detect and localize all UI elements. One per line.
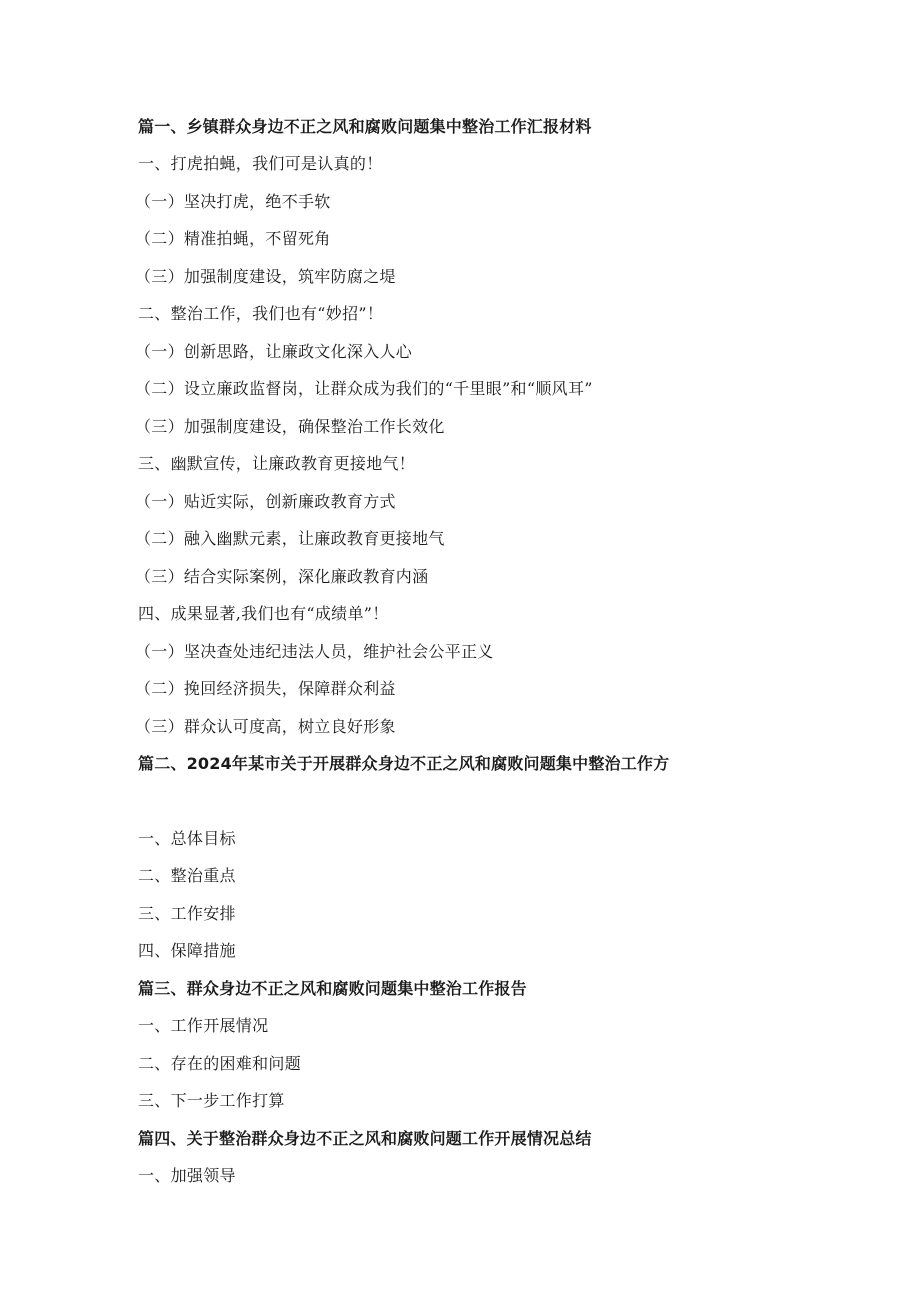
outline-item: 一、总体目标 xyxy=(138,829,236,848)
outline-item: 三、工作安排 xyxy=(138,904,236,923)
outline-item: 四、保障措施 xyxy=(138,941,236,960)
outline-subitem: （二）融入幽默元素，让廉政教育更接地气 xyxy=(135,529,445,548)
outline-item: 三、下一步工作打算 xyxy=(138,1091,285,1110)
outline-subitem: （二）精准拍蝇，不留死角 xyxy=(135,229,331,248)
outline-item: 二、整治重点 xyxy=(138,866,236,885)
outline-item: 二、整治工作，我们也有“妙招”！ xyxy=(138,304,384,323)
section-heading-2: 篇二、2024年某市关于开展群众身边不正之风和腐败问题集中整治工作方 xyxy=(138,754,670,773)
outline-item: 三、幽默宣传，让廉政教育更接地气！ xyxy=(138,454,416,473)
outline-subitem: （一）坚决查处违纪违法人员，维护社会公平正义 xyxy=(135,642,494,661)
outline-subitem: （一）创新思路，让廉政文化深入人心 xyxy=(135,342,413,361)
outline-item: 一、打虎拍蝇，我们可是认真的！ xyxy=(138,154,383,173)
outline-subitem: （一）坚决打虎，绝不手软 xyxy=(135,192,331,211)
outline-item: 一、工作开展情况 xyxy=(138,1016,269,1035)
outline-subitem: （三）群众认可度高，树立良好形象 xyxy=(135,717,396,736)
outline-subitem: （二）挽回经济损失，保障群众利益 xyxy=(135,679,396,698)
outline-item: 四、成果显著,我们也有“成绩单”！ xyxy=(138,604,389,623)
outline-item: 二、存在的困难和问题 xyxy=(138,1054,302,1073)
outline-subitem: （一）贴近实际，创新廉政教育方式 xyxy=(135,492,396,511)
outline-subitem: （三）结合实际案例，深化廉政教育内涵 xyxy=(135,567,429,586)
section-heading-4: 篇四、关于整治群众身边不正之风和腐败问题工作开展情况总结 xyxy=(138,1129,592,1148)
section-heading-3: 篇三、群众身边不正之风和腐败问题集中整治工作报告 xyxy=(138,979,527,998)
outline-subitem: （二）设立廉政监督岗，让群众成为我们的“千里眼”和“顺风耳” xyxy=(135,379,593,398)
outline-item: 一、加强领导 xyxy=(138,1166,236,1185)
outline-subitem: （三）加强制度建设，确保整治工作长效化 xyxy=(135,417,445,436)
section-heading-1: 篇一、乡镇群众身边不正之风和腐败问题集中整治工作汇报材料 xyxy=(138,117,592,136)
outline-subitem: （三）加强制度建设，筑牢防腐之堤 xyxy=(135,267,396,286)
